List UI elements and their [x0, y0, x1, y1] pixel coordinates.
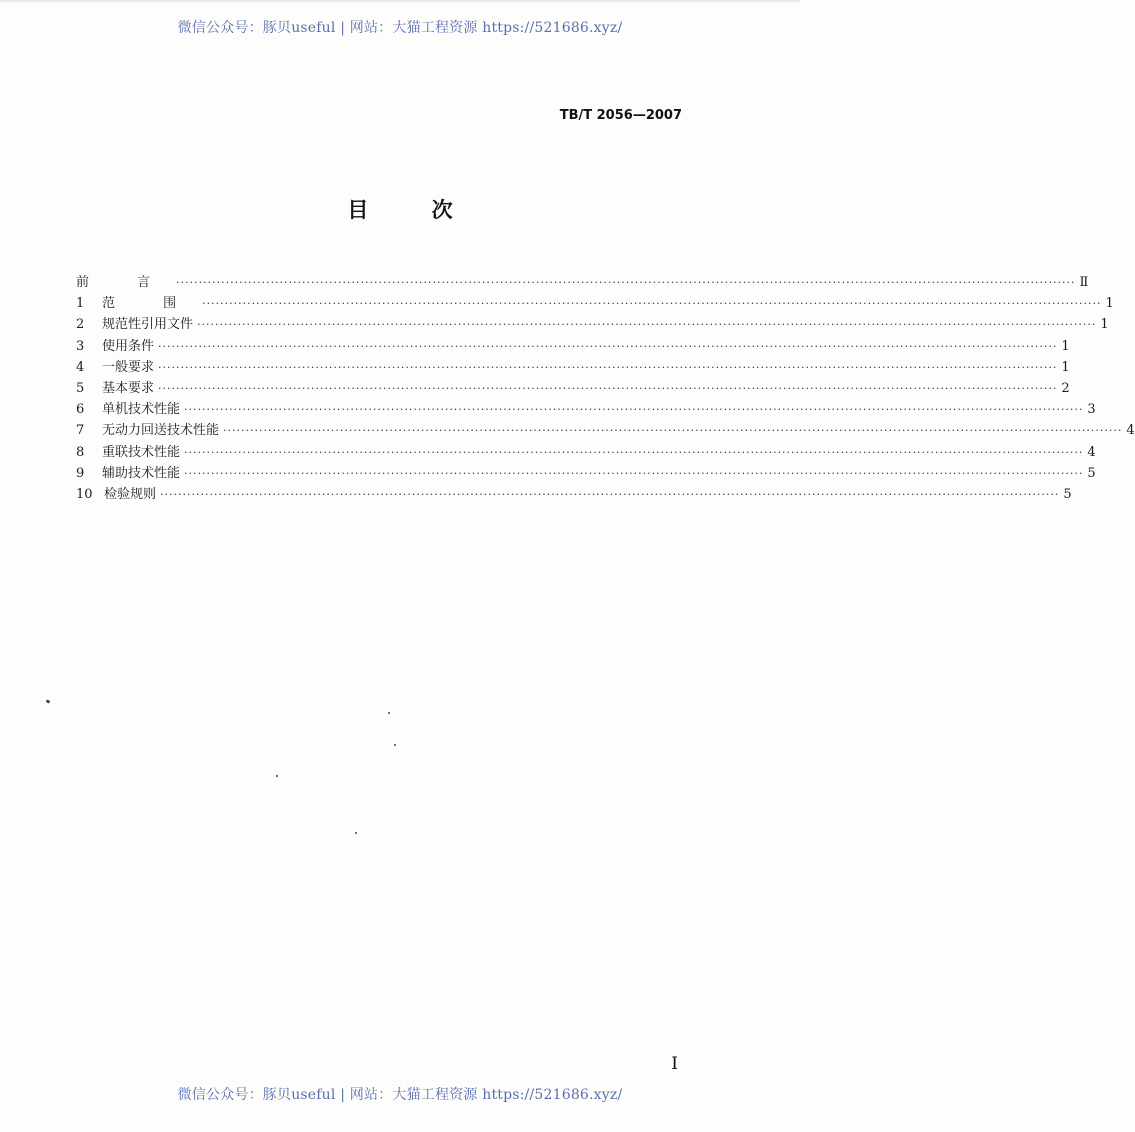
watermark-top: 微信公众号：豚贝useful | 网站：大猫工程资源 https://521686.xyz/	[177, 20, 623, 36]
toc-leader-dots: ········································································································································································································	[158, 360, 1058, 374]
toc-entry-label: 单机技术性能	[102, 402, 181, 418]
scan-speck	[394, 744, 396, 746]
toc-entry-foreword[interactable]	[76, 272, 1089, 293]
toc-entry-number: 9	[76, 465, 85, 481]
toc-entry-page: 4	[1087, 444, 1096, 460]
toc-entry-label: 范 围	[102, 296, 199, 312]
toc-entry-number: 4	[76, 359, 85, 375]
toc-leader-dots: ········································································································································································································	[160, 487, 1060, 501]
standard-number: TB/T 2056—2007	[559, 108, 682, 123]
toc-entry-number: 1	[76, 296, 85, 312]
toc-entry-label: 检验规则	[104, 486, 157, 502]
toc-entry-normative-references[interactable]	[76, 314, 1109, 335]
toc-leader-dots: ········································································································································································································	[176, 276, 1076, 289]
toc-entry-page: Ⅱ	[1079, 275, 1089, 290]
toc-entry-page: 1	[1105, 296, 1114, 312]
toc-entry-label: 重联技术性能	[102, 444, 181, 460]
toc-entry-page: 1	[1100, 317, 1109, 333]
toc-entry-label: 辅助技术性能	[102, 465, 181, 481]
scan-speck	[276, 775, 278, 777]
toc-entry-label: 无动力回送技术性能	[102, 423, 220, 439]
watermark-bottom: 微信公众号：豚贝useful | 网站：大猫工程资源 https://521686.xyz/	[177, 1087, 623, 1103]
toc-entry-inspection-rules[interactable]	[76, 484, 1072, 505]
toc-entry-scope[interactable]	[76, 293, 1114, 314]
toc-entry-number: 10	[76, 486, 93, 502]
scan-speck	[388, 712, 390, 714]
toc-entry-multiple-unit-performance[interactable]	[76, 442, 1096, 463]
toc-leader-dots: ········································································································································································································	[184, 466, 1084, 480]
toc-entry-number: 2	[76, 317, 85, 333]
toc-entry-label: 前 言	[76, 275, 173, 290]
toc-leader-dots: ········································································································································································································	[197, 318, 1097, 332]
toc-entry-single-unit-performance[interactable]	[76, 399, 1096, 420]
toc-entry-label: 规范性引用文件	[102, 317, 194, 333]
toc-entry-basic-requirements[interactable]	[76, 378, 1070, 399]
toc-entry-label: 基本要求	[102, 380, 155, 396]
toc-entry-number: 3	[76, 338, 85, 354]
toc-leader-dots: ········································································································································································································	[202, 297, 1102, 311]
scan-edge	[0, 0, 800, 2]
toc-leader-dots: ········································································································································································································	[158, 381, 1058, 395]
toc-entry-page: 1	[1061, 359, 1070, 375]
toc-entry-label: 使用条件	[102, 338, 155, 354]
toc-title: 目 次	[347, 198, 481, 222]
toc-entry-page: 4	[1126, 423, 1135, 439]
toc-entry-number: 7	[76, 423, 85, 439]
toc-leader-dots: ········································································································································································································	[158, 339, 1058, 353]
toc-entry-number: 5	[76, 380, 85, 396]
toc-entry-page: 2	[1061, 380, 1070, 396]
scan-speck	[355, 832, 357, 834]
toc-leader-dots: ········································································································································································································	[184, 445, 1084, 459]
toc-entry-label: 一般要求	[102, 359, 155, 375]
scan-speck	[46, 699, 51, 704]
toc-leader-dots: ········································································································································································································	[184, 403, 1084, 417]
toc-entry-page: 3	[1087, 402, 1096, 418]
toc-entry-conditions-of-use[interactable]	[76, 336, 1070, 357]
toc-leader-dots: ········································································································································································································	[223, 424, 1123, 438]
toc-entry-dead-haulage-performance[interactable]	[76, 420, 1135, 441]
toc-entry-number: 6	[76, 402, 85, 418]
toc-entry-page: 1	[1061, 338, 1070, 354]
page-number: I	[671, 1054, 678, 1074]
toc-entry-auxiliary-performance[interactable]	[76, 463, 1096, 484]
toc-entry-page: 5	[1063, 486, 1072, 502]
table-of-contents	[76, 272, 1135, 505]
toc-entry-general-requirements[interactable]	[76, 357, 1070, 378]
toc-entry-number: 8	[76, 444, 85, 460]
toc-entry-page: 5	[1087, 465, 1096, 481]
